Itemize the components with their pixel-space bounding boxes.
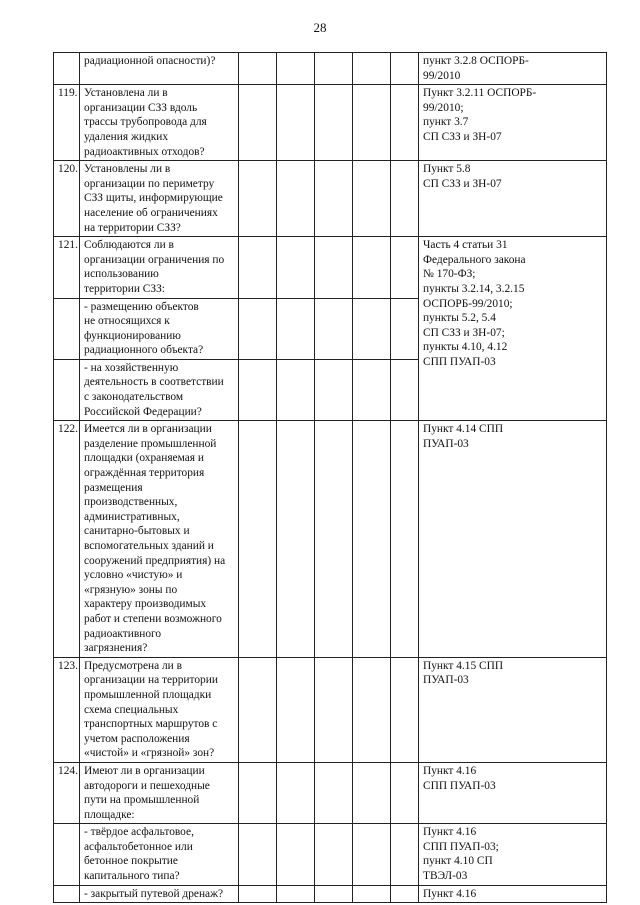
question-cell: - размещению объектов не относящихся к функционированию радиационного объекта? (80, 298, 239, 359)
answer-cell (239, 53, 277, 85)
reference-cell: Пункт 4.14 СПП ПУАП-03 (419, 421, 607, 658)
answer-cell (315, 359, 353, 420)
answer-cell (277, 298, 315, 359)
table-row (54, 657, 607, 762)
reference-cell: Пункт 4.16 СПП ПУАП-03 (419, 762, 607, 823)
answer-cell (239, 762, 277, 823)
row-number: 119. (54, 85, 80, 161)
table-row (54, 885, 607, 903)
answer-cell (353, 237, 391, 298)
answer-cell (239, 421, 277, 658)
checklist-table (53, 52, 607, 903)
row-number (54, 53, 80, 85)
row-number: 124. (54, 762, 80, 823)
answer-cell (353, 298, 391, 359)
answer-cell (315, 885, 353, 903)
answer-cell (277, 885, 315, 903)
answer-cell (277, 824, 315, 885)
row-number: 120. (54, 161, 80, 237)
answer-cell (391, 53, 419, 85)
answer-cell (391, 762, 419, 823)
question-cell: - закрытый путевой дренаж? (80, 885, 239, 903)
answer-cell (315, 298, 353, 359)
answer-cell (391, 359, 419, 420)
question-cell: радиационной опасности)? (80, 53, 239, 85)
answer-cell (239, 161, 277, 237)
answer-cell (391, 161, 419, 237)
answer-cell (277, 359, 315, 420)
row-number (54, 824, 80, 885)
table-row (54, 53, 607, 85)
table-row (54, 161, 607, 237)
answer-cell (315, 421, 353, 658)
answer-cell (391, 885, 419, 903)
answer-cell (353, 657, 391, 762)
answer-cell (353, 762, 391, 823)
answer-cell (277, 762, 315, 823)
answer-cell (315, 85, 353, 161)
answer-cell (239, 237, 277, 298)
checklist-body (54, 53, 607, 903)
question-cell: Соблюдаются ли в организации ограничения по использованию территории СЗЗ: (80, 237, 239, 298)
question-cell: - твёрдое асфальтовое, асфальтобетонное или бетонное покрытие капитального типа? (80, 824, 239, 885)
row-number: 123. (54, 657, 80, 762)
question-cell: Предусмотрена ли в организации на территории промышленной площадки схема специальных транспортных маршрутов с учетом расположения «чистой» и «грязной» зон? (80, 657, 239, 762)
answer-cell (391, 421, 419, 658)
answer-cell (353, 885, 391, 903)
table-row (54, 85, 607, 161)
table-row (54, 762, 607, 823)
question-cell: Имеют ли в организации автодороги и пешеходные пути на промышленной площадке: (80, 762, 239, 823)
reference-cell: Пункт 4.16 (419, 885, 607, 903)
answer-cell (239, 359, 277, 420)
row-number (54, 885, 80, 903)
question-cell: Установлена ли в организации СЗЗ вдоль трассы трубопровода для удаления жидких радиоактивных отходов? (80, 85, 239, 161)
table-row (54, 237, 607, 298)
answer-cell (239, 85, 277, 161)
answer-cell (315, 824, 353, 885)
reference-cell: Часть 4 статьи 31 Федерального закона № 170-ФЗ; пункты 3.2.14, 3.2.15 ОСПОРБ-99/2010; пункты 5.2, 5.4 СП СЗЗ и ЗН-07; пункты 4.10, 4.12 СПП ПУАП-03 (419, 237, 607, 421)
reference-cell: Пункт 4.15 СПП ПУАП-03 (419, 657, 607, 762)
answer-cell (391, 657, 419, 762)
answer-cell (315, 237, 353, 298)
row-number: 121. (54, 237, 80, 298)
answer-cell (391, 85, 419, 161)
answer-cell (277, 161, 315, 237)
answer-cell (239, 824, 277, 885)
reference-cell: Пункт 3.2.11 ОСПОРБ- 99/2010; пункт 3.7 СП СЗЗ и ЗН-07 (419, 85, 607, 161)
answer-cell (239, 885, 277, 903)
reference-cell: Пункт 4.16 СПП ПУАП-03; пункт 4.10 СП ТВЭЛ-03 (419, 824, 607, 885)
answer-cell (277, 85, 315, 161)
row-number (54, 359, 80, 420)
answer-cell (277, 237, 315, 298)
table-row (54, 421, 607, 658)
answer-cell (353, 421, 391, 658)
question-cell: Установлены ли в организации по периметру СЗЗ щиты, информирующие население об ограничениях на территории СЗЗ? (80, 161, 239, 237)
reference-cell: Пункт 5.8 СП СЗЗ и ЗН-07 (419, 161, 607, 237)
row-number: 122. (54, 421, 80, 658)
question-cell: - на хозяйственную деятельность в соответствии с законодательством Российской Федерации? (80, 359, 239, 420)
row-number (54, 298, 80, 359)
answer-cell (277, 421, 315, 658)
page-number: 28 (313, 20, 327, 35)
answer-cell (353, 359, 391, 420)
reference-cell: пункт 3.2.8 ОСПОРБ- 99/2010 (419, 53, 607, 85)
answer-cell (353, 53, 391, 85)
answer-cell (353, 824, 391, 885)
answer-cell (239, 298, 277, 359)
answer-cell (391, 824, 419, 885)
question-cell: Имеется ли в организации разделение промышленной площадки (охраняемая и ограждённая территория размещения производственных, административных, санитарно-бытовых и вспомогательных зданий и сооружений предприятия) на условно «чистую» и «грязную» зоны по характеру производимых работ и степени возможного радиоактивного загрязнения? (80, 421, 239, 658)
answer-cell (277, 53, 315, 85)
answer-cell (315, 53, 353, 85)
answer-cell (315, 657, 353, 762)
answer-cell (277, 657, 315, 762)
answer-cell (391, 298, 419, 359)
answer-cell (315, 762, 353, 823)
answer-cell (391, 237, 419, 298)
table-row (54, 824, 607, 885)
answer-cell (315, 161, 353, 237)
answer-cell (353, 161, 391, 237)
answer-cell (353, 85, 391, 161)
answer-cell (239, 657, 277, 762)
